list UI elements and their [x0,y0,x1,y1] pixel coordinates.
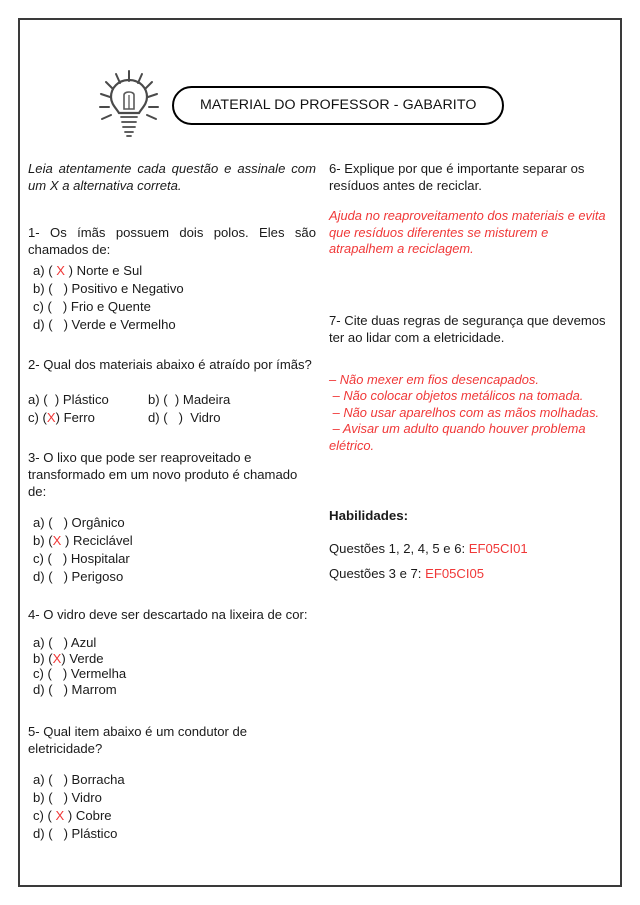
worksheet-page [18,18,622,887]
option-prefix: b) ( [148,392,168,407]
option-row[interactable] [33,666,316,682]
option-row[interactable] [33,262,316,280]
left-column [28,160,316,843]
question-3-options [28,514,316,586]
option-mark [52,299,63,314]
option-row[interactable] [28,409,316,427]
question-5-options [28,771,316,843]
option-mark [52,666,63,681]
option-prefix: b) ( [33,281,53,296]
option-prefix: b) ( [33,650,53,666]
habilidade-code: EF05CI05 [425,566,485,581]
option-label: ) Ferro [55,410,95,425]
option-cell[interactable] [148,409,316,427]
option-label: ) Madeira [174,392,231,407]
option-cell[interactable] [148,391,316,409]
option-label: ) Vidro [178,410,221,425]
option-mark [168,392,175,407]
question-4-options [28,635,316,697]
option-row[interactable] [33,789,316,807]
answer-line: – Avisar um adulto quando houver problema [329,421,586,436]
answer-line: – Não usar aparelhos com as mãos molhadas. [329,404,600,420]
option-row[interactable] [33,298,316,316]
question-4-text: 4- O vidro deve ser descartado na lixeira de cor: [28,607,308,622]
option-prefix: c) ( [33,666,52,681]
option-row[interactable] [33,651,316,667]
answer-line: atrapalhem a reciclagem. [329,241,474,256]
option-label: ) Positivo e Negativo [63,281,184,296]
question-7-answer [329,372,614,455]
option-row[interactable] [33,635,316,651]
option-label: ) Verde e Vermelho [63,317,176,332]
option-row[interactable] [33,825,316,843]
option-prefix: c) ( [33,808,52,823]
question-2-text: 2- Qual dos materiais abaixo é atraído por ímãs? [28,357,312,372]
option-row[interactable] [33,682,316,698]
option-label: ) Frio e Quente [62,299,151,314]
option-label: ) Azul [63,635,97,650]
option-row[interactable] [33,807,316,825]
option-mark [53,635,64,650]
option-prefix: d) ( [33,569,53,584]
question-5-text: 5- Qual item abaixo é um condutor de eletricidade? [28,724,248,756]
option-mark [53,682,64,697]
option-prefix: c) ( [33,551,52,566]
option-label: ) Plástico [63,826,118,841]
question-1-text: 1- Os ímãs possuem dois polos. Eles são chamados de: [28,225,316,257]
option-prefix: d) ( [33,826,53,841]
option-mark: X [52,263,69,278]
habilidade-label: Questões 3 e 7: [329,566,426,581]
habilidade-code: EF05CI01 [468,541,528,556]
answer-line: – Não mexer em fios desencapados. [329,371,539,387]
habilidade-line [329,541,614,556]
option-cell[interactable] [28,391,148,409]
option-mark [53,772,64,787]
option-prefix: a) ( [33,772,53,787]
option-label: ) Vermelha [62,666,127,681]
answer-line: Ajuda no reaproveitamento dos materiais e evita [329,208,606,223]
option-mark: X [51,808,68,823]
option-mark [53,281,64,296]
question-6-answer [329,208,614,258]
option-label: ) Vidro [63,790,102,805]
option-prefix: c) ( [28,410,47,425]
option-prefix: a) ( [33,263,53,278]
option-row[interactable] [33,550,316,568]
option-label: ) Verde [61,650,104,666]
option-mark: X [52,650,62,666]
material-badge: MATERIAL DO PROFESSOR - GABARITO [172,86,504,125]
answer-line: que resíduos diferentes se misturem e [329,224,549,240]
option-row[interactable] [33,532,316,550]
content-columns [20,160,620,880]
option-prefix: c) ( [33,299,52,314]
option-prefix: d) ( [148,410,168,425]
option-prefix: a) ( [28,392,48,407]
option-mark: X [52,533,66,548]
option-label: ) Perigoso [63,569,124,584]
option-label: ) Cobre [67,808,112,823]
option-mark [53,317,64,332]
option-label: ) Hospitalar [62,551,130,566]
habilidades-title: Habilidades: [329,508,409,523]
option-mark: X [46,410,56,425]
instructions-text: Leia atentamente cada questão e assinale com um X a alternativa correta. [28,161,316,193]
option-row[interactable] [33,316,316,334]
option-row[interactable] [33,771,316,789]
option-prefix: a) ( [33,515,53,530]
option-mark [53,826,64,841]
option-mark [52,551,63,566]
option-prefix: b) ( [33,533,53,548]
habilidade-label: Questões 1, 2, 4, 5 e 6: [329,541,469,556]
option-mark [48,392,55,407]
answer-line: elétrico. [329,437,375,453]
option-cell[interactable] [28,409,148,427]
option-prefix: b) ( [33,790,53,805]
option-prefix: d) ( [33,317,53,332]
option-row[interactable] [33,514,316,532]
right-column [329,160,614,581]
option-label: ) Orgânico [63,515,125,530]
option-mark [53,515,64,530]
option-label: ) Norte e Sul [68,263,143,278]
option-label: ) Reciclável [65,533,133,548]
question-7-text: 7- Cite duas regras de segurança que devemos ter ao lidar com a eletricidade. [329,312,606,345]
option-label: ) Borracha [63,772,125,787]
option-mark [168,410,179,425]
question-2-options [28,391,316,427]
option-row[interactable] [33,568,316,586]
option-label: ) Plástico [54,392,109,407]
option-mark [53,569,64,584]
lightbulb-icon [98,69,160,141]
question-6-text: 6- Explique por que é importante separar os resíduos antes de reciclar. [329,161,585,193]
page-header [20,65,620,145]
habilidade-line [329,566,614,581]
answer-line: – Não colocar objetos metálicos na tomada. [329,388,584,403]
option-row[interactable] [33,280,316,298]
question-1-options [28,262,316,334]
option-label: ) Marrom [63,681,117,697]
option-row[interactable] [28,391,316,409]
option-prefix: a) ( [33,635,53,650]
option-prefix: d) ( [33,681,53,697]
option-mark [53,790,64,805]
question-3-text: 3- O lixo que pode ser reaproveitado e transformado em um novo produto é chamado de: [28,450,298,499]
